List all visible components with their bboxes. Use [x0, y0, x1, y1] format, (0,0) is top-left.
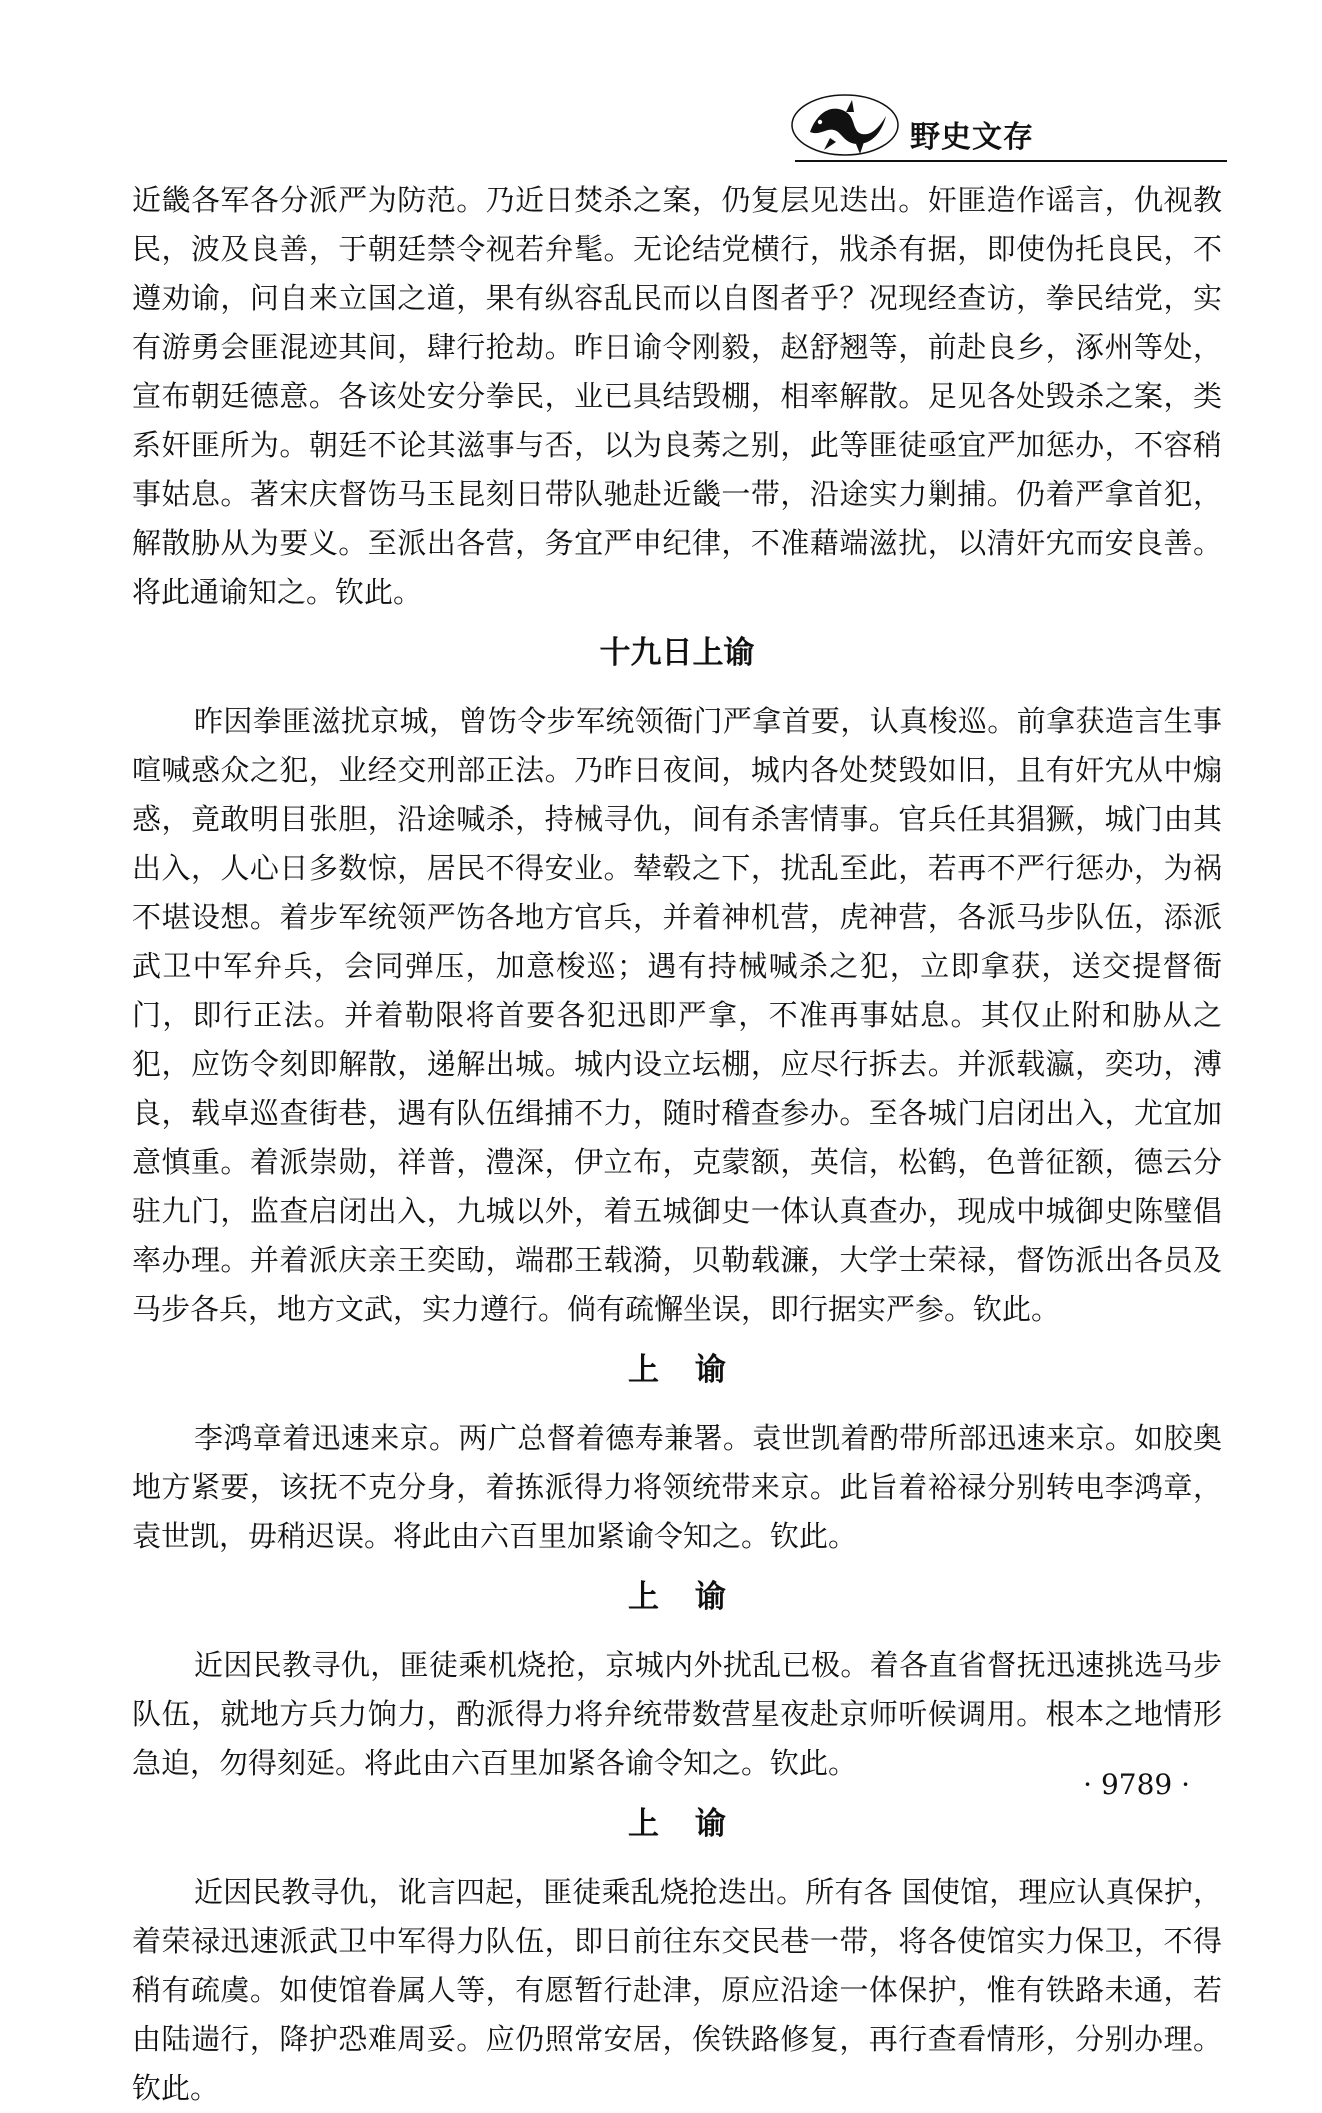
series-title: 野史文存	[910, 120, 1034, 155]
running-header	[790, 92, 1230, 162]
dragon-emblem-icon	[790, 92, 900, 158]
header-rule	[795, 160, 1227, 162]
document-body	[132, 176, 1222, 2113]
section-heading: 上谕	[628, 1806, 762, 1842]
section-heading: 上谕	[628, 1352, 762, 1388]
continued-paragraph: 近畿各军各分派严为防范。乃近日焚杀之案，仍复层见迭出。奸匪造作谣言，仇视教民，波及良善，于朝廷禁令视若弁髦。无论结党横行，戕杀有据，即使伪托良民，不遵劝谕，问自来立国之道，果有纵容乱民而以自图者乎？况现经查访，拳民结党，实有游勇会匪混迹其间，肆行抢劫。昨日谕令刚毅，赵舒翘等，前赴良乡，涿州等处，宣布朝廷德意。各该处安分拳民，业已具结毁棚，相率解散。足见各处毁杀之案，类系奸匪所为。朝廷不论其滋事与否，以为良莠之别，此等匪徒亟宜严加惩办，不容稍事姑息。著宋庆督饬马玉昆刻日带队驰赴近畿一带，沿途实力剿捕。仍着严拿首犯，解散胁从为要义。至派出各营，务宜严申纪律，不准藉端滋扰，以清奸宄而安良善。将此通谕知之。钦此。	[132, 183, 1222, 609]
paragraph: 近因民教寻仇，讹言四起，匪徒乘乱烧抢迭出。所有各 国使馆，理应认真保护，着荣禄迅速派武卫中军得力队伍，即日前往东交民巷一带，将各使馆实力保卫，不得稍有疏虞。如使馆眷属人等，有愿暂行赴津，原应沿途一体保护，惟有铁路未通，若由陆遄行，降护恐难周妥。应仍照常安居，俟铁路修复，再行查看情形，分别办理。钦此。	[132, 1875, 1222, 2105]
section-heading: 十九日上谕	[599, 635, 755, 671]
paragraph: 近因民教寻仇，匪徒乘机烧抢，京城内外扰乱已极。着各直省督抚迅速挑选马步队伍，就地方兵力饷力，酌派得力将弁统带数营星夜赴京师听候调用。根本之地情形急迫，勿得刻延。将此由六百里加紧各谕令知之。钦此。	[132, 1648, 1222, 1780]
paragraph: 昨因拳匪滋扰京城，曾饬令步军统领衙门严拿首要，认真梭巡。前拿获造言生事喧喊惑众之犯，业经交刑部正法。乃昨日夜间，城内各处焚毁如旧，且有奸宄从中煽惑，竟敢明目张胆，沿途喊杀，持械寻仇，间有杀害情事。官兵任其猖獗，城门由其出入，人心日多数惊，居民不得安业。辇毂之下，扰乱至此，若再不严行惩办，为祸不堪设想。着步军统领严饬各地方官兵，并着神机营，虎神营，各派马步队伍，添派武卫中军弁兵，会同弹压，加意梭巡；遇有持械喊杀之犯，立即拿获，送交提督衙门，即行正法。并着勒限将首要各犯迅即严拿，不准再事姑息。其仅止附和胁从之犯，应饬令刻即解散，递解出城。城内设立坛棚，应尽行拆去。并派载瀛，奕功，溥良，载卓巡查街巷，遇有队伍缉捕不力，随时稽查参办。至各城门启闭出入，尤宜加意慎重。着派崇勋，祥普，澧深，伊立布，克蒙额，英信，松鹤，色普征额，德云分驻九门，监查启闭出入，九城以外，着五城御史一体认真查办，现成中城御史陈璧倡率办理。并着派庆亲王奕劻，端郡王载漪，贝勒载濂，大学士荣禄，督饬派出各员及马步各兵，地方文武，实力遵行。倘有疏懈坐误，即行据实严参。钦此。	[132, 704, 1222, 1326]
paragraph: 李鸿章着迅速来京。两广总督着德寿兼署。袁世凯着酌带所部迅速来京。如胶奥地方紧要，该抚不克分身，着拣派得力将领统带来京。此旨着裕禄分别转电李鸿章，袁世凯，毋稍迟误。将此由六百里加紧谕令知之。钦此。	[132, 1421, 1222, 1553]
page-number: · 9789 ·	[1083, 1768, 1190, 1801]
section-heading: 上谕	[628, 1579, 762, 1615]
